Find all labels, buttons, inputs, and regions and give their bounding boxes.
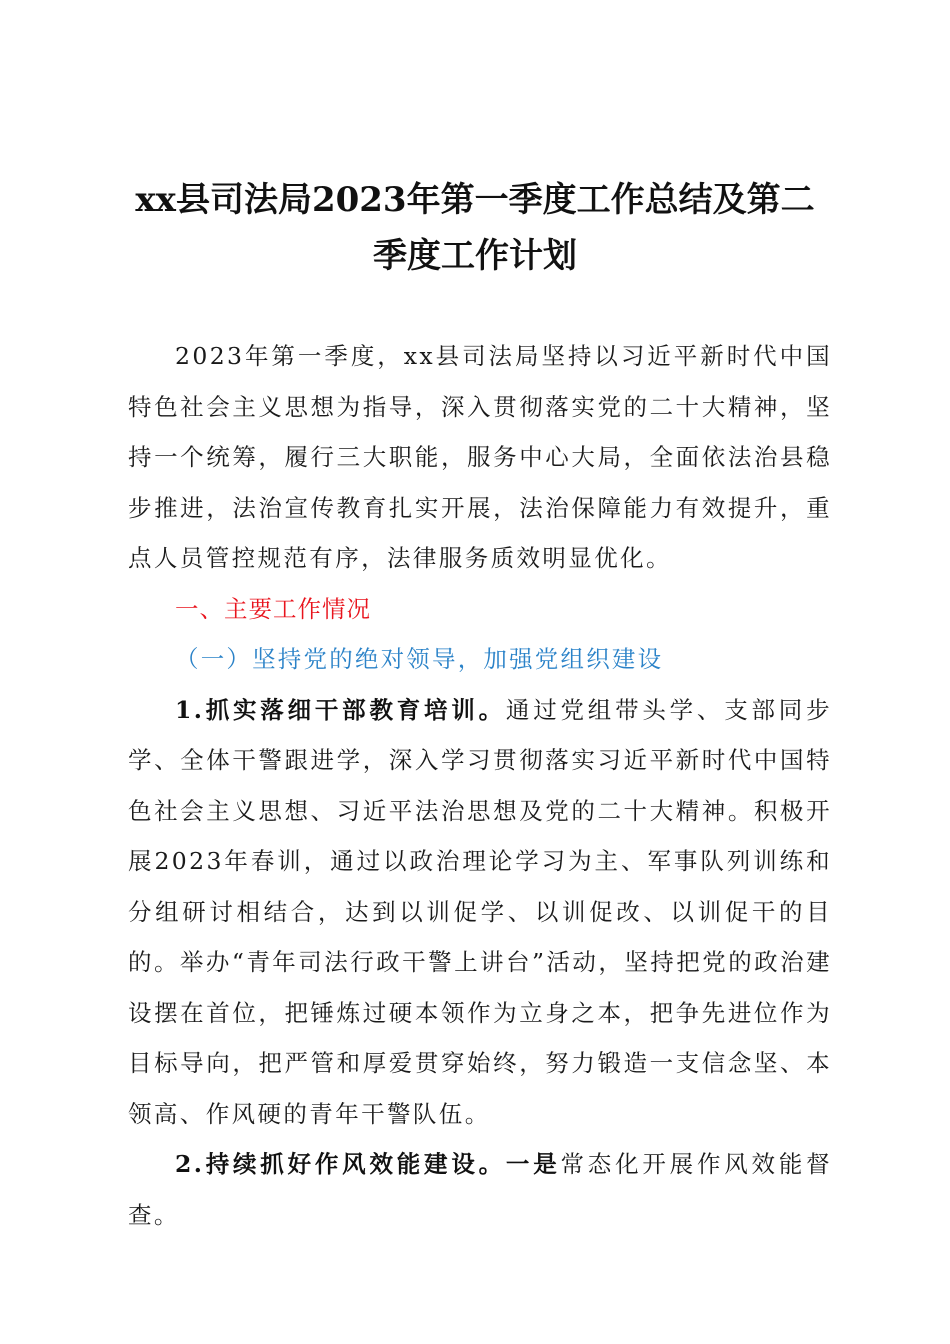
document-title (110, 172, 840, 284)
intro-paragraph: 2023年第一季度，xx县司法局坚持以习近平新时代中国特色社会主义思想为指导，深入贯彻落实党的二十大精神，坚持一个统筹，履行三大职能，服务中心大局，全面依法治县稳步推进，法治宣传教育扎实开展，法治保障能力有效提升，重点人员管控规范有序，法律服务质效明显优化。 (128, 342, 832, 572)
item-2-text: 常态化开展作风效能督查。 (128, 1150, 833, 1229)
document-body (128, 331, 832, 1240)
subsection-heading-party-leadership: （一）坚持党的绝对领导，加强党组织建设 (175, 645, 664, 673)
item-2-lead: 2.持续抓好作风效能建设。 (175, 1150, 506, 1178)
item-2-sub-lead: 一是 (505, 1150, 561, 1178)
item-1-lead: 1.抓实落细干部教育培训。 (175, 695, 506, 724)
item-1-paragraph (128, 685, 832, 1140)
item-2-paragraph (128, 1139, 832, 1240)
title-line-1: xx县司法局2023年第一季度工作总结及第二 (135, 180, 815, 220)
section-heading-main-work: 一、主要工作情况 (175, 594, 371, 623)
title-line-2: 季度工作计划 (373, 236, 577, 276)
item-1-text: 通过党组带头学、支部同步学、全体干警跟进学，深入学习贯彻落实习近平新时代中国特色社会主义思想、习近平法治思想及党的二十大精神。积极开展2023年春训，通过以政治理论学习为主、军事队列训练和分组研讨相结合，达到以训促学、以训促改、以训促干的目的。举办“青年司法行政干警上讲台”活动，坚持把党的政治建设摆在首位，把锤炼过硬本领作为立身之本，把争先进位作为目标导向，把严管和厚爱贯穿始终，努力锻造一支信念坚、本领高、作风硬的青年干警队伍。 (128, 695, 832, 1128)
